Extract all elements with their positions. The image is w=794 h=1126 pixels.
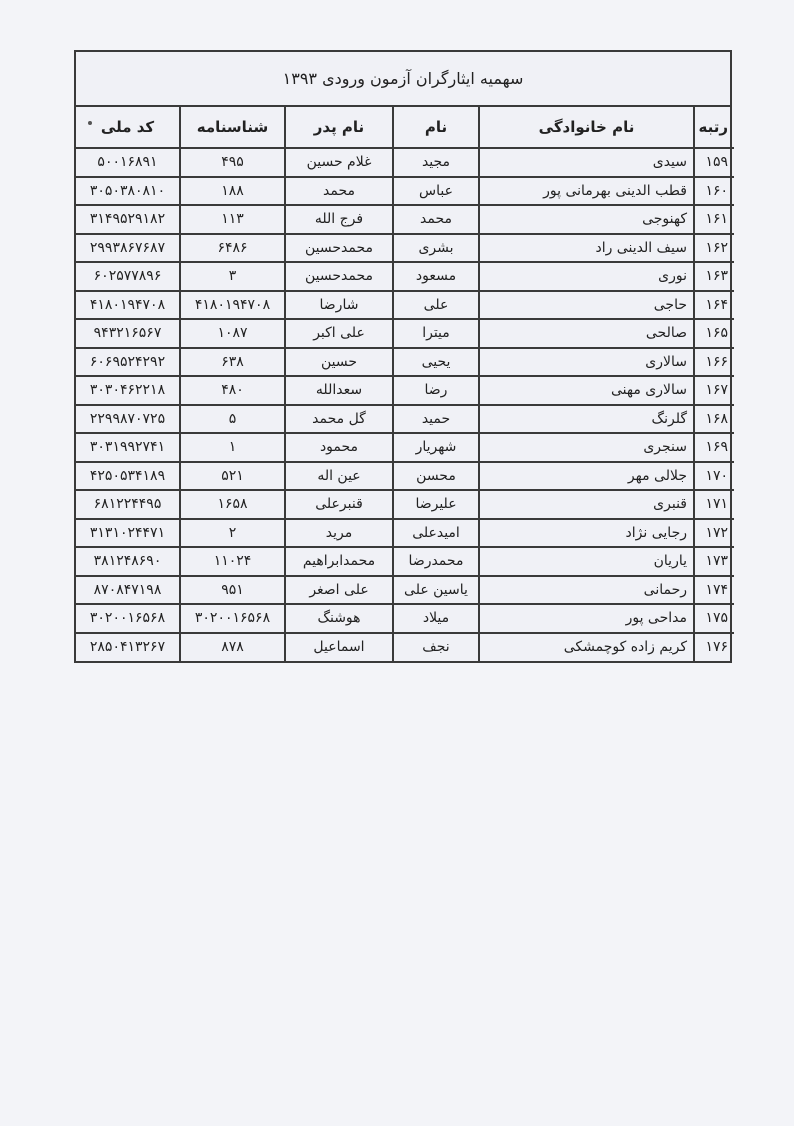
first-name-cell: میترا	[393, 319, 479, 348]
first-name-cell: عباس	[393, 177, 479, 206]
father-name-cell: فرج الله	[285, 205, 393, 234]
first-name-cell: شهریار	[393, 433, 479, 462]
rank-cell: ۱۶۷	[694, 376, 734, 405]
father-name-cell: محمود	[285, 433, 393, 462]
first-name-cell: میلاد	[393, 604, 479, 633]
national-code-cell: ۶۰۶۹۵۲۴۲۹۲	[76, 348, 180, 377]
national-code-cell: ۳۱۴۹۵۲۹۱۸۲	[76, 205, 180, 234]
id-number-cell: ۴۸۰	[180, 376, 285, 405]
header-national-code-label: کد ملی	[100, 118, 155, 136]
rank-cell: ۱۶۴	[694, 291, 734, 320]
first-name-cell: حمید	[393, 405, 479, 434]
father-name-cell: اسماعیل	[285, 633, 393, 662]
father-name-cell: قنبرعلی	[285, 490, 393, 519]
table-row	[76, 462, 734, 491]
father-name-cell: شارضا	[285, 291, 393, 320]
header-national-code	[76, 107, 180, 148]
table-row	[76, 234, 734, 263]
id-number-cell: ۳۰۲۰۰۱۶۵۶۸	[180, 604, 285, 633]
table-row	[76, 633, 734, 662]
id-number-cell: ۹۵۱	[180, 576, 285, 605]
id-number-cell: ۱۱۳	[180, 205, 285, 234]
family-name-cell: سالاری	[479, 348, 694, 377]
id-number-cell: ۱	[180, 433, 285, 462]
rank-cell: ۱۷۶	[694, 633, 734, 662]
family-name-cell: سیف الدینی راد	[479, 234, 694, 263]
family-name-cell: کهنوجی	[479, 205, 694, 234]
id-number-cell: ۶۴۸۶	[180, 234, 285, 263]
father-name-cell: علی اکبر	[285, 319, 393, 348]
table-row	[76, 604, 734, 633]
family-name-cell: سنجری	[479, 433, 694, 462]
national-code-cell: ۴۱۸۰۱۹۴۷۰۸	[76, 291, 180, 320]
father-name-cell: عین اله	[285, 462, 393, 491]
rank-cell: ۱۶۶	[694, 348, 734, 377]
family-name-cell: رحمانی	[479, 576, 694, 605]
national-code-cell: ۳۱۳۱۰۲۴۴۷۱	[76, 519, 180, 548]
table-row	[76, 576, 734, 605]
id-number-cell: ۵۲۱	[180, 462, 285, 491]
father-name-cell: هوشنگ	[285, 604, 393, 633]
table-row	[76, 519, 734, 548]
table-body	[76, 148, 734, 661]
id-number-cell: ۴۹۵	[180, 148, 285, 177]
id-number-cell: ۱۶۵۸	[180, 490, 285, 519]
id-number-cell: ۵	[180, 405, 285, 434]
father-name-cell: مرید	[285, 519, 393, 548]
id-number-cell: ۶۳۸	[180, 348, 285, 377]
family-name-cell: نوری	[479, 262, 694, 291]
rank-cell: ۱۶۸	[694, 405, 734, 434]
family-name-cell: قنبری	[479, 490, 694, 519]
table-row	[76, 433, 734, 462]
family-name-cell: سیدی	[479, 148, 694, 177]
table-row	[76, 376, 734, 405]
national-code-cell: ۳۰۳۱۹۹۲۷۴۱	[76, 433, 180, 462]
rank-cell: ۱۶۵	[694, 319, 734, 348]
table-row	[76, 348, 734, 377]
first-name-cell: نجف	[393, 633, 479, 662]
family-name-cell: قطب الدینی بهرمانی پور	[479, 177, 694, 206]
id-number-cell: ۸۷۸	[180, 633, 285, 662]
family-name-cell: گلرنگ	[479, 405, 694, 434]
first-name-cell: امیدعلی	[393, 519, 479, 548]
national-code-cell: ۵۰۰۱۶۸۹۱	[76, 148, 180, 177]
national-code-cell: ۸۷۰۸۴۷۱۹۸	[76, 576, 180, 605]
national-code-cell: ۲۲۹۹۸۷۰۷۲۵	[76, 405, 180, 434]
rank-cell: ۱۷۱	[694, 490, 734, 519]
father-name-cell: محمدحسین	[285, 234, 393, 263]
family-name-cell: کریم زاده کوچمشکی	[479, 633, 694, 662]
id-number-cell: ۱۱۰۲۴	[180, 547, 285, 576]
national-code-cell: ۹۴۳۲۱۶۵۶۷	[76, 319, 180, 348]
table-row	[76, 490, 734, 519]
table-row	[76, 262, 734, 291]
first-name-cell: رضا	[393, 376, 479, 405]
first-name-cell: محمدرضا	[393, 547, 479, 576]
rank-cell: ۱۷۰	[694, 462, 734, 491]
family-name-cell: یاریان	[479, 547, 694, 576]
header-father-name: نام پدر	[285, 107, 393, 148]
rank-cell: ۱۵۹	[694, 148, 734, 177]
first-name-cell: علی	[393, 291, 479, 320]
first-name-cell: مسعود	[393, 262, 479, 291]
rank-cell: ۱۶۱	[694, 205, 734, 234]
table-row	[76, 547, 734, 576]
first-name-cell: محسن	[393, 462, 479, 491]
family-name-cell: صالحی	[479, 319, 694, 348]
first-name-cell: محمد	[393, 205, 479, 234]
id-number-cell: ۱۰۸۷	[180, 319, 285, 348]
table-row	[76, 319, 734, 348]
national-code-cell: ۴۲۵۰۵۳۴۱۸۹	[76, 462, 180, 491]
father-name-cell: محمدابراهیم	[285, 547, 393, 576]
first-name-cell: علیرضا	[393, 490, 479, 519]
rank-cell: ۱۶۳	[694, 262, 734, 291]
table-row	[76, 148, 734, 177]
rank-cell: ۱۶۰	[694, 177, 734, 206]
family-name-cell: مداحی پور	[479, 604, 694, 633]
table-header	[76, 107, 734, 148]
results-table	[76, 107, 734, 661]
national-code-cell: ۳۸۱۲۴۸۶۹۰	[76, 547, 180, 576]
national-code-cell: ۳۰۲۰۰۱۶۵۶۸	[76, 604, 180, 633]
family-name-cell: حاجی	[479, 291, 694, 320]
first-name-cell: بشری	[393, 234, 479, 263]
first-name-cell: یحیی	[393, 348, 479, 377]
id-number-cell: ۴۱۸۰۱۹۴۷۰۸	[180, 291, 285, 320]
table-row	[76, 205, 734, 234]
sheet-title: سهمیه ایثارگران آزمون ورودی ۱۳۹۳	[76, 52, 730, 107]
father-name-cell: حسین	[285, 348, 393, 377]
header-rank: رتبه	[694, 107, 734, 148]
rank-cell: ۱۶۹	[694, 433, 734, 462]
header-family-name: نام خانوادگی	[479, 107, 694, 148]
rank-cell: ۱۷۲	[694, 519, 734, 548]
rank-cell: ۱۷۵	[694, 604, 734, 633]
ink-dot-mark	[88, 121, 92, 125]
father-name-cell: محمدحسین	[285, 262, 393, 291]
results-sheet	[74, 50, 732, 663]
father-name-cell: غلام حسین	[285, 148, 393, 177]
id-number-cell: ۳	[180, 262, 285, 291]
national-code-cell: ۶۸۱۲۲۴۴۹۵	[76, 490, 180, 519]
father-name-cell: علی اصغر	[285, 576, 393, 605]
rank-cell: ۱۶۲	[694, 234, 734, 263]
national-code-cell: ۲۹۹۳۸۶۷۶۸۷	[76, 234, 180, 263]
family-name-cell: سالاری مهنی	[479, 376, 694, 405]
first-name-cell: یاسین علی	[393, 576, 479, 605]
father-name-cell: گل محمد	[285, 405, 393, 434]
id-number-cell: ۲	[180, 519, 285, 548]
family-name-cell: رجایی نژاد	[479, 519, 694, 548]
national-code-cell: ۲۸۵۰۴۱۳۲۶۷	[76, 633, 180, 662]
national-code-cell: ۳۰۳۰۴۶۲۲۱۸	[76, 376, 180, 405]
national-code-cell: ۳۰۵۰۳۸۰۸۱۰	[76, 177, 180, 206]
table-row	[76, 405, 734, 434]
rank-cell: ۱۷۳	[694, 547, 734, 576]
father-name-cell: محمد	[285, 177, 393, 206]
rank-cell: ۱۷۴	[694, 576, 734, 605]
id-number-cell: ۱۸۸	[180, 177, 285, 206]
father-name-cell: سعدالله	[285, 376, 393, 405]
first-name-cell: مجید	[393, 148, 479, 177]
family-name-cell: جلالی مهر	[479, 462, 694, 491]
header-first-name: نام	[393, 107, 479, 148]
national-code-cell: ۶۰۲۵۷۷۸۹۶	[76, 262, 180, 291]
table-row	[76, 177, 734, 206]
header-id-number: شناسنامه	[180, 107, 285, 148]
table-row	[76, 291, 734, 320]
